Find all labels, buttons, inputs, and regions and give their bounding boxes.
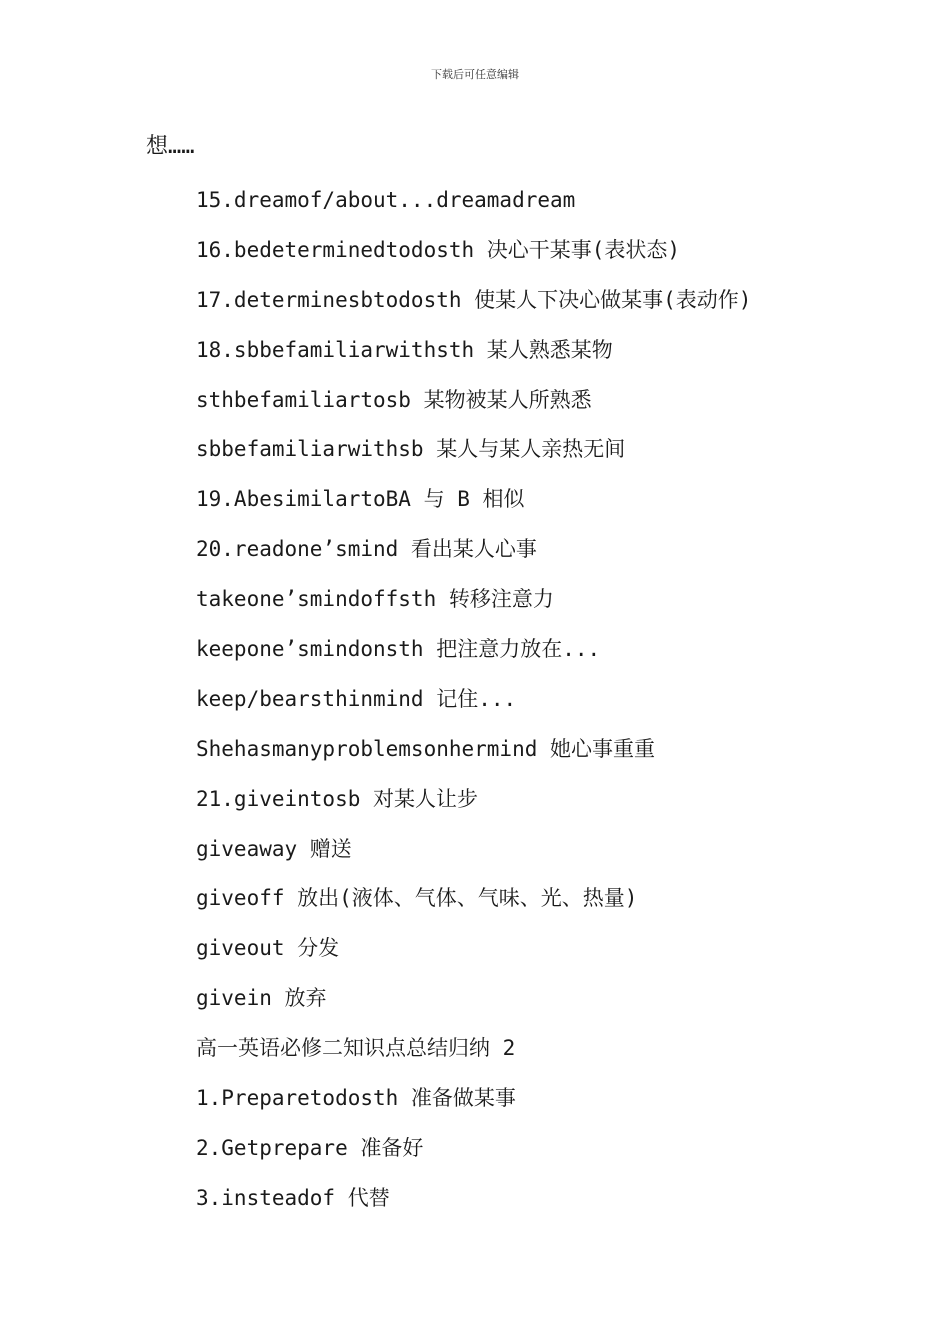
phrase-line: 15.dreamof/about...dreamadream — [196, 188, 576, 212]
phrase-line: 19.AbesimilartoBA 与 B 相似 — [196, 487, 525, 512]
phrase-line: keep/bearsthinmind 记住... — [196, 686, 517, 711]
phrase-line: 17.determinesbtodosth 使某人下决心做某事(表动作) — [196, 287, 752, 312]
section-heading: 高一英语必修二知识点总结归纳 2 — [196, 1036, 516, 1061]
phrase-line: 1.Preparetodosth 准备做某事 — [196, 1086, 516, 1111]
phrase-line: 18.sbbefamiliarwithsth 某人熟悉某物 — [196, 337, 613, 362]
phrase-line: giveout 分发 — [196, 936, 340, 961]
phrase-line: keepone’smindonsth 把注意力放在... — [196, 637, 601, 662]
phrase-line: sbbefamiliarwithsb 某人与某人亲热无间 — [196, 437, 626, 462]
phrase-line: 21.giveintosb 对某人让步 — [196, 786, 479, 811]
phrase-line: takeone’smindoffsth 转移注意力 — [196, 587, 554, 612]
phrase-line: giveaway 赠送 — [196, 836, 352, 861]
phrase-line: 20.readone’smind 看出某人心事 — [196, 537, 537, 562]
page-header-note: 下载后可任意编辑 — [431, 68, 519, 81]
phrase-line: 3.insteadof 代替 — [196, 1185, 390, 1210]
phrase-list — [196, 182, 916, 1230]
phrase-line: 2.Getprepare 准备好 — [196, 1135, 424, 1160]
continuation-text: 想…… — [146, 134, 195, 159]
phrase-line: givein 放弃 — [196, 986, 327, 1011]
phrase-line: Shehasmanyproblemsonhermind 她心事重重 — [196, 736, 656, 761]
phrase-line: giveoff 放出(液体、气体、气味、光、热量) — [196, 886, 638, 911]
phrase-line: sthbefamiliartosb 某物被某人所熟悉 — [196, 387, 592, 412]
phrase-line: 16.bedeterminedtodosth 决心干某事(表状态) — [196, 237, 681, 262]
